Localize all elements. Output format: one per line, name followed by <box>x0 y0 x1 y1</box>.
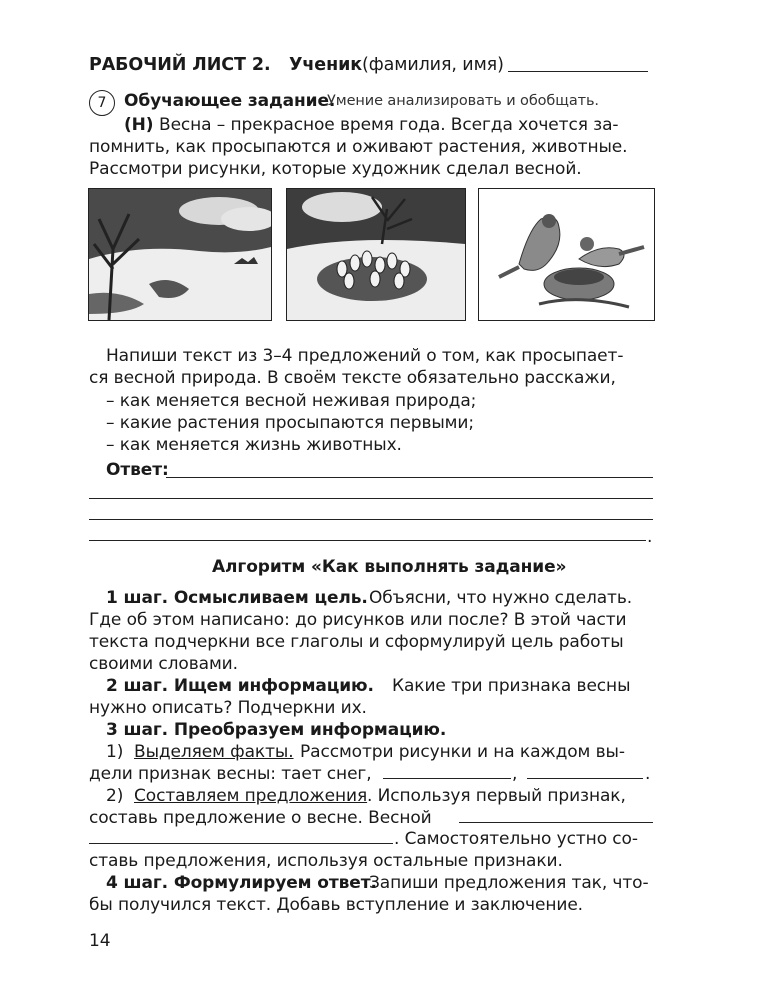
answer-end-dot: . <box>647 527 653 547</box>
student-label: Ученик <box>289 55 363 75</box>
step3-1-text: Рассмотри рисунки и на каждом вы- <box>300 742 625 762</box>
step1-text: своими словами. <box>89 654 238 674</box>
step3-1-number: 1) <box>106 742 124 762</box>
student-name-field[interactable] <box>508 71 648 72</box>
task-intro-line: Рассмотри рисунки, которые художник сделал весной. <box>89 159 582 179</box>
algorithm-title: Алгоритм «Как выполнять задание» <box>212 557 567 577</box>
task-intro-line: Весна – прекрасное время года. Всегда хочется за- <box>159 115 619 135</box>
worksheet-title: РАБОЧИЙ ЛИСТ 2. <box>89 55 271 75</box>
step3-2-title: Составляем предложения <box>134 786 368 806</box>
spring-sentence-field[interactable] <box>459 822 653 823</box>
step3-dot: . <box>645 764 651 784</box>
step3-2-text: . Используя первый признак, <box>367 786 626 806</box>
task-intro-line: помнить, как просыпаются и оживают растения, животные. <box>89 137 628 157</box>
step2-text: Какие три признака весны <box>392 676 631 696</box>
step1-heading: 1 шаг. Осмысливаем цель. <box>106 588 368 608</box>
step3-comma: , <box>512 764 518 784</box>
answer-line[interactable] <box>166 477 653 478</box>
instruction-line: Напиши текст из 3–4 предложений о том, как просыпает- <box>106 346 624 366</box>
task-skill: Умение анализировать и обобщать. <box>327 93 599 109</box>
step3-1-title: Выделяем факты. <box>134 742 294 762</box>
step4-text: бы получился текст. Добавь вступление и заключение. <box>89 895 583 915</box>
step2-text: нужно описать? Подчеркни их. <box>89 698 367 718</box>
task-title: Обучающее задание. <box>124 91 336 111</box>
spring-sign-field[interactable] <box>527 778 643 779</box>
task-number-badge: 7 <box>89 90 115 116</box>
step3-2-text: составь предложение о весне. Весной <box>89 808 432 828</box>
instruction-line: ся весной природа. В своём тексте обязательно расскажи, <box>89 368 616 388</box>
step1-text: текста подчеркни все глаголы и сформулируй цель работы <box>89 632 624 652</box>
step1-text: Объясни, что нужно сделать. <box>369 588 633 608</box>
spring-flowers-picture <box>286 188 466 321</box>
answer-line[interactable] <box>89 519 653 520</box>
instruction-bullet: – какие растения просыпаются первыми; <box>106 413 474 433</box>
step1-text: Где об этом написано: до рисунков или после? В этой части <box>89 610 627 630</box>
student-hint: (фамилия, имя) <box>362 55 504 75</box>
step3-2-text: . Самостоятельно устно со- <box>394 829 638 849</box>
step3-heading: 3 шаг. Преобразуем информацию. <box>106 720 447 740</box>
step4-text: Запиши предложения так, что- <box>369 873 649 893</box>
answer-line[interactable] <box>89 498 653 499</box>
step4-heading: 4 шаг. Формулируем ответ. <box>106 873 377 893</box>
step3-2-number: 2) <box>106 786 124 806</box>
instruction-bullet: – как меняется весной неживая природа; <box>106 391 477 411</box>
step3-1-text: дели признак весны: тает снег, <box>89 764 372 784</box>
page-number: 14 <box>89 931 111 951</box>
answer-line[interactable] <box>89 540 646 541</box>
spring-sign-field[interactable] <box>383 778 511 779</box>
instruction-bullet: – как меняется жизнь животных. <box>106 435 402 455</box>
spring-sentence-field[interactable] <box>89 843 393 844</box>
melting-snow-picture <box>88 188 272 321</box>
step2-heading: 2 шаг. Ищем информацию. <box>106 676 374 696</box>
step3-2-text: ставь предложения, используя остальные признаки. <box>89 851 563 871</box>
answer-label: Ответ: <box>106 460 169 480</box>
task-level-mark: (Н) <box>124 115 154 135</box>
birds-nest-picture <box>478 188 655 321</box>
